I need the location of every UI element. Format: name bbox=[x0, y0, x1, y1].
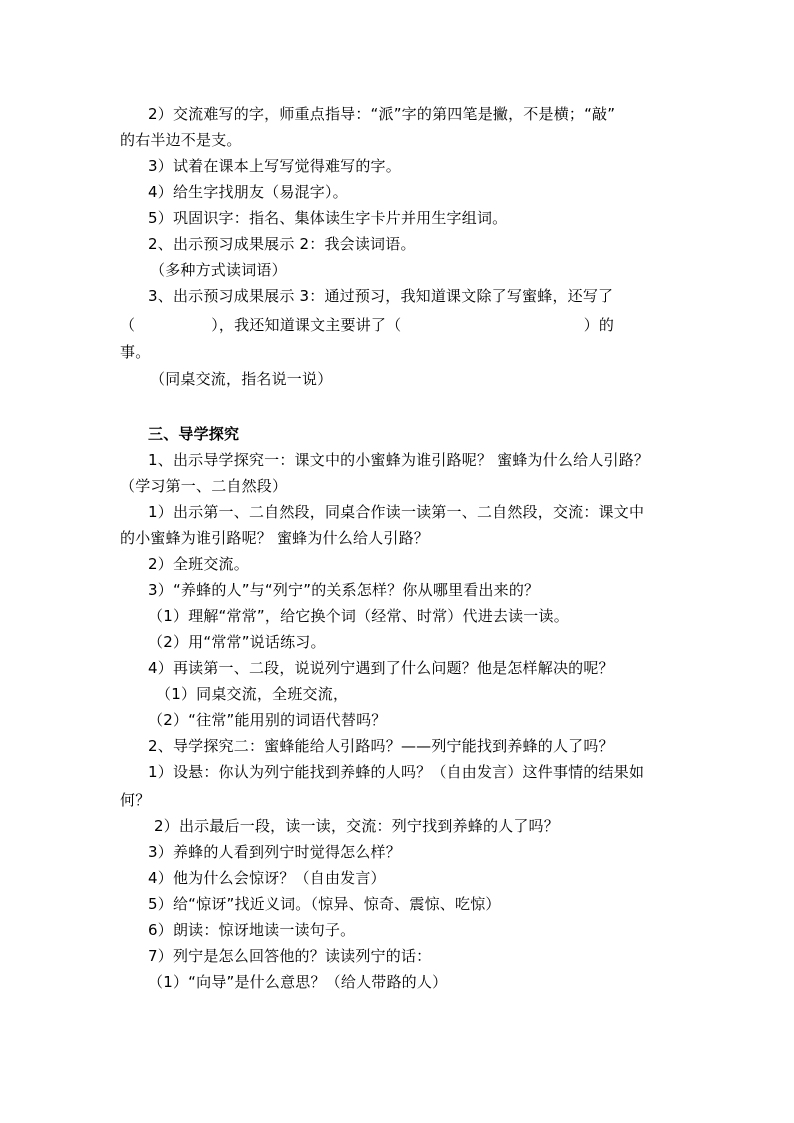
text-line: 2）全班交流。 bbox=[148, 555, 249, 573]
text-line: 2）出示最后一段，读一读，交流：列宁找到养蜂的人了吗？ bbox=[154, 817, 559, 835]
text-line: （1）同桌交流，全班交流， bbox=[156, 685, 349, 703]
text-line: 3、出示预习成果展示 3：通过预习，我知道课文除了写蜜蜂，还写了 bbox=[148, 287, 614, 305]
text-line: （学习第一、二自然段） bbox=[120, 477, 288, 495]
text-line: （同桌交流，指名说一说） bbox=[150, 370, 333, 388]
text-line: （1）理解“常常”，给它换个词（经常、时常）代进去读一读。 bbox=[148, 607, 569, 625]
text-line: 的小蜜蜂为谁引路呢？ 蜜蜂为什么给人引路？ bbox=[120, 529, 429, 547]
text-line: 4）给生字找朋友（易混字）。 bbox=[148, 183, 348, 201]
text-line: 1）设悬：你认为列宁能找到养蜂的人吗？（自由发言）这件事情的结果如 bbox=[148, 763, 645, 781]
text-line: 4）他为什么会惊讶？（自由发言） bbox=[148, 869, 386, 887]
text-line: 3）试着在课本上写写觉得难写的字。 bbox=[148, 157, 401, 175]
text-line: （ ），我还知道课文主要讲了（ ）的 bbox=[120, 316, 615, 334]
text-line: 1）出示第一、二自然段，同桌合作读一读第一、二自然段，交流：课文中 bbox=[148, 503, 645, 521]
text-line: （多种方式读词语） bbox=[150, 261, 287, 279]
text-line: 2）交流难写的字，师重点指导：“派”字的第四笔是撇，不是横；“敲” bbox=[148, 105, 616, 123]
text-line: （2）“往常”能用别的词语代替吗？ bbox=[148, 711, 387, 729]
section-heading: 三、导学探究 bbox=[148, 425, 240, 443]
text-line: 事。 bbox=[120, 343, 151, 361]
text-line: 3）“养蜂的人”与“列宁”的关系怎样？你从哪里看出来的？ bbox=[148, 581, 540, 599]
text-line: 5）巩固识字：指名、集体读生字卡片并用生字组词。 bbox=[148, 209, 508, 227]
text-line: 6）朗读：惊讶地读一读句子。 bbox=[148, 921, 356, 939]
text-line: 的右半边不是支。 bbox=[120, 131, 242, 149]
text-line: 5）给“惊讶”找近义词。（惊异、惊奇、震惊、吃惊） bbox=[148, 895, 501, 913]
text-line: 3）养蜂的人看到列宁时觉得怎么样？ bbox=[148, 843, 401, 861]
text-line: 2、出示预习成果展示 2：我会读词语。 bbox=[148, 235, 416, 253]
text-line: 4）再读第一、二段，说说列宁遇到了什么问题？他是怎样解决的呢？ bbox=[148, 659, 614, 677]
text-line: 2、导学探究二：蜜蜂能给人引路吗？——列宁能找到养蜂的人了吗？ bbox=[148, 737, 614, 755]
text-line: 1、出示导学探究一：课文中的小蜜蜂为谁引路呢？ 蜜蜂为什么给人引路？ bbox=[148, 451, 650, 469]
text-line: （1）“向导”是什么意思？（给人带路的人） bbox=[148, 973, 448, 991]
text-line: （2）用“常常”说话练习。 bbox=[148, 633, 326, 651]
text-line: 7）列宁是怎么回答他的？读读列宁的话： bbox=[148, 947, 432, 965]
text-line: 何？ bbox=[120, 791, 151, 809]
